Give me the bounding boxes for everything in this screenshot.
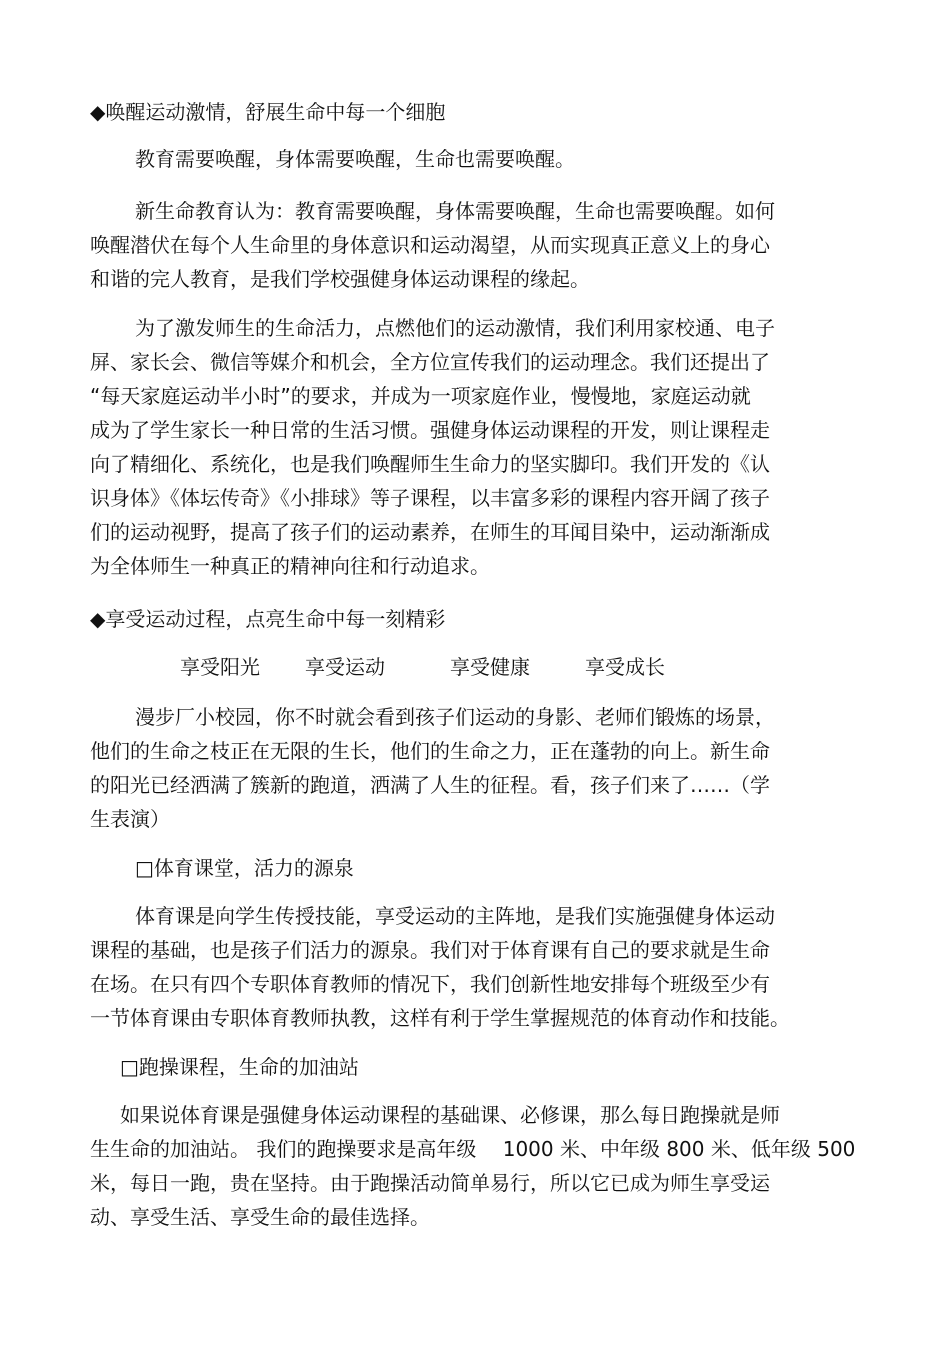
paragraph-line: 他们的生命之枝正在无限的生长，他们的生命之力，正在蓬勃的向上。新生命: [90, 739, 770, 763]
paragraph-line: 为全体师生一种真正的精神向往和行动追求。: [90, 554, 490, 578]
paragraph-line: 新生命教育认为：教育需要唤醒，身体需要唤醒，生命也需要唤醒。如何: [135, 199, 775, 223]
paragraph-line: 一节体育课由专职体育教师执教，这样有利于学生掌握规范的体育动作和技能。: [90, 1006, 790, 1030]
paragraph-line: 米，每日一跑，贵在坚持。由于跑操活动简单易行，所以它已成为师生享受运: [90, 1171, 770, 1195]
enjoy-item: 享受成长: [585, 655, 665, 679]
paragraph-line: 在场。在只有四个专职体育教师的情况下，我们创新性地安排每个班级至少有: [90, 972, 770, 996]
paragraph-line: 向了精细化、系统化，也是我们唤醒师生生命力的坚实脚印。我们开发的《认: [90, 452, 770, 476]
paragraph-line: 的阳光已经洒满了簇新的跑道，洒满了人生的征程。看，孩子们来了……（学: [90, 773, 770, 797]
paragraph-line: 漫步厂小校园，你不时就会看到孩子们运动的身影、老师们锻炼的场景，: [135, 705, 775, 729]
paragraph-line: 如果说体育课是强健身体运动课程的基础课、必修课，那么每日跑操就是师: [120, 1103, 780, 1127]
section-heading-awaken: ◆唤醒运动激情，舒展生命中每一个细胞: [90, 100, 446, 124]
paragraph-line: 们的运动视野，提高了孩子们的运动素养，在师生的耳闻目染中，运动渐渐成: [90, 520, 770, 544]
enjoy-item: 享受健康: [450, 655, 530, 679]
paragraph-line: 识身体》《体坛传奇》《小排球》等子课程，以丰富多彩的课程内容开阔了孩子: [90, 486, 770, 510]
subsection-heading-running: □跑操课程，生命的加油站: [120, 1055, 359, 1079]
paragraph-line: 成为了学生家长一种日常的生活习惯。强健身体运动课程的开发，则让课程走: [90, 418, 770, 442]
paragraph-line: 唤醒潜伏在每个人生命里的身体意识和运动渴望，从而实现真正意义上的身心: [90, 233, 770, 257]
paragraph-line: 和谐的完人教育，是我们学校强健身体运动课程的缘起。: [90, 267, 590, 291]
section-heading-enjoy: ◆享受运动过程，点亮生命中每一刻精彩: [90, 607, 446, 631]
paragraph-line: “每天家庭运动半小时”的要求，并成为一项家庭作业，慢慢地，家庭运动就: [90, 384, 751, 408]
subsection-heading-pe-class: □体育课堂，活力的源泉: [135, 856, 354, 880]
paragraph-line: 体育课是向学生传授技能，享受运动的主阵地，是我们实施强健身体运动: [135, 904, 775, 928]
enjoy-item: 享受运动: [305, 655, 385, 679]
paragraph-line: 生生命的加油站。 我们的跑操要求是高年级 1000 米、中年级 800 米、低年级 500: [90, 1137, 856, 1161]
enjoy-item: 享受阳光: [180, 655, 260, 679]
motto-line: 教育需要唤醒，身体需要唤醒，生命也需要唤醒。: [135, 147, 575, 171]
paragraph-line: 课程的基础，也是孩子们活力的源泉。我们对于体育课有自己的要求就是生命: [90, 938, 770, 962]
paragraph-line: 屏、家长会、微信等媒介和机会，全方位宣传我们的运动理念。我们还提出了: [90, 350, 770, 374]
paragraph-line: 生表演）: [90, 807, 170, 831]
paragraph-line: 动、享受生活、享受生命的最佳选择。: [90, 1205, 430, 1229]
paragraph-line: 为了激发师生的生命活力，点燃他们的运动激情，我们利用家校通、电子: [135, 316, 775, 340]
